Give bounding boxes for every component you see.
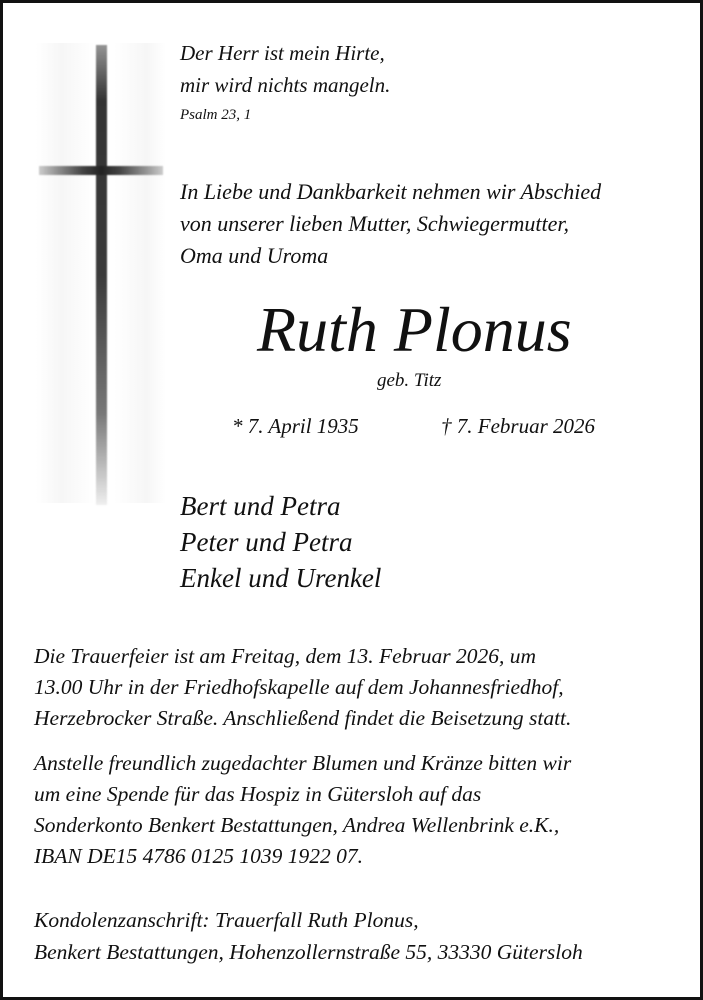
intro-line: Oma und Uroma xyxy=(180,243,329,268)
donation-line: um eine Spende für das Hospiz in Gütersloh auf das xyxy=(34,782,482,806)
death-date: † 7. Februar 2026 xyxy=(441,414,595,438)
cross-horizontal-beam xyxy=(39,166,163,175)
quote-line: mir wird nichts mangeln. xyxy=(180,73,391,97)
condolence-line: Benkert Bestattungen, Hohenzollernstraße 55, 33330 Gütersloh xyxy=(34,940,583,964)
intro-line: von unserer lieben Mutter, Schwiegermutter, xyxy=(180,211,569,236)
donation-line: Sonderkonto Benkert Bestattungen, Andrea Wellenbrink e.K., xyxy=(34,813,560,837)
quote-line: Der Herr ist mein Hirte, xyxy=(180,41,385,65)
intro-line: In Liebe und Dankbarkeit nehmen wir Abschied xyxy=(180,179,602,204)
family-member: Bert und Petra xyxy=(180,491,341,521)
birth-name: geb. Titz xyxy=(377,370,442,391)
cross-vertical-beam xyxy=(96,45,107,505)
deceased-name: Ruth Plonus xyxy=(257,294,572,365)
funeral-line: Herzebrocker Straße. Anschließend findet die Beisetzung statt. xyxy=(34,706,572,730)
family-member: Peter und Petra xyxy=(180,527,353,557)
birth-date: * 7. April 1935 xyxy=(232,414,359,438)
funeral-line: Die Trauerfeier ist am Freitag, dem 13. Februar 2026, um xyxy=(34,644,537,668)
funeral-line: 13.00 Uhr in der Friedhofskapelle auf dem Johannesfriedhof, xyxy=(34,675,564,699)
donation-line: Anstelle freundlich zugedachter Blumen und Kränze bitten wir xyxy=(34,751,572,775)
family-member: Enkel und Urenkel xyxy=(180,563,382,593)
condolence-line: Kondolenzanschrift: Trauerfall Ruth Plonus, xyxy=(34,908,419,932)
quote-source: Psalm 23, 1 xyxy=(180,107,252,123)
donation-line: IBAN DE15 4786 0125 1039 1922 07. xyxy=(34,844,364,868)
